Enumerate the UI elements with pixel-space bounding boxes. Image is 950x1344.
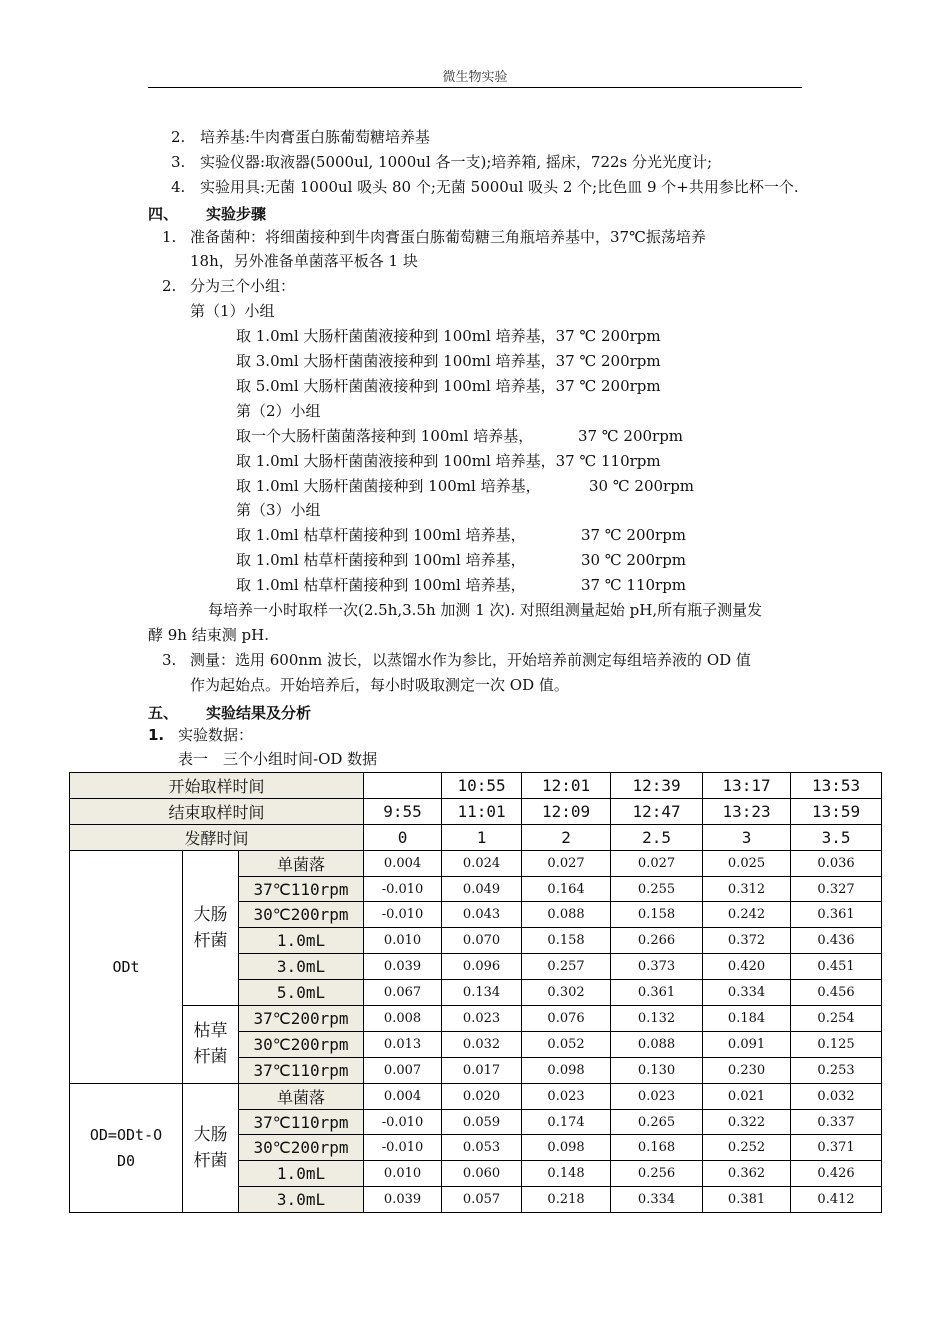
od-value: 0.020 [442,1083,522,1109]
od-value: 0.456 [791,980,882,1006]
ferm-time-label: 发酵时间 [70,824,364,850]
start-time-cell: 13:53 [791,773,882,799]
step-text: 分为三个小组： [190,277,296,295]
table-row [70,850,882,876]
od-value: 0.023 [442,1006,522,1032]
condition-label: 1.0mL [239,928,364,954]
od-value: 0.252 [703,1135,791,1161]
od-value: -0.010 [364,1109,442,1135]
od-value: 0.334 [703,980,791,1006]
od-value: 0.253 [791,1057,882,1083]
table-row [70,1006,882,1032]
end-time-cell: 12:47 [611,798,703,824]
group-line: 取 5.0ml 大肠杆菌菌液接种到 100ml 培养基，37 ℃ 200rpm [236,377,661,395]
ferm-time-cell: 0 [364,824,442,850]
group-label: ODt [70,850,183,1083]
start-time-label: 开始取样时间 [70,773,364,799]
od-value: 0.070 [442,928,522,954]
od-value: 0.420 [703,954,791,980]
od-value: 0.130 [611,1057,703,1083]
od-value: 0.010 [364,1161,442,1187]
table-row [70,1083,882,1109]
od-value: 0.098 [522,1057,611,1083]
od-value: 0.004 [364,1083,442,1109]
group-line-cond: 37 ℃ 200rpm [581,526,687,544]
group-line: 取 1.0ml 大肠杆菌菌液接种到 100ml 培养基，37 ℃ 200rpm [236,327,661,345]
od-value: 0.008 [364,1006,442,1032]
od-value: 0.025 [703,850,791,876]
od-value: 0.218 [522,1187,611,1213]
ferm-time-cell: 3 [703,824,791,850]
condition-label: 单菌落 [239,850,364,876]
table-row [70,824,882,850]
od-value: 0.254 [791,1006,882,1032]
od-value: 0.032 [442,1031,522,1057]
od-value: 0.327 [791,876,882,902]
od-value: 0.067 [364,980,442,1006]
condition-label: 37℃110rpm [239,876,364,902]
condition-label: 30℃200rpm [239,1031,364,1057]
od-value: 0.361 [791,902,882,928]
condition-label: 1.0mL [239,1161,364,1187]
material-num: 3. [171,153,186,171]
condition-label: 37℃110rpm [239,1057,364,1083]
start-time-cell: 10:55 [442,773,522,799]
od-value: 0.039 [364,1187,442,1213]
od-value: 0.023 [522,1083,611,1109]
od-value: 0.088 [522,902,611,928]
group-line-cond: 30 ℃ 200rpm [589,477,695,495]
section-title: 实验结果及分析 [206,704,312,722]
od-value: 0.164 [522,876,611,902]
od-value: 0.362 [703,1161,791,1187]
organism-label: 大肠杆菌 [183,850,239,1005]
condition-label: 3.0mL [239,1187,364,1213]
od-value: 0.337 [791,1109,882,1135]
od-value: 0.052 [522,1031,611,1057]
od-value: 0.049 [442,876,522,902]
od-value: 0.372 [703,928,791,954]
section-number: 四、 [148,205,179,223]
od-value: 0.032 [791,1083,882,1109]
end-time-cell: 12:09 [522,798,611,824]
od-value: 0.174 [522,1109,611,1135]
material-text: 培养基:牛肉膏蛋白胨葡萄糖培养基 [200,128,431,146]
step-text: 作为起始点。开始培养后，每小时吸取测定一次 OD 值。 [190,676,569,694]
od-value: -0.010 [364,1135,442,1161]
end-time-cell: 11:01 [442,798,522,824]
od-value: 0.426 [791,1161,882,1187]
od-value: 0.266 [611,928,703,954]
condition-label: 37℃110rpm [239,1109,364,1135]
od-value: 0.255 [611,876,703,902]
condition-label: 37℃200rpm [239,1006,364,1032]
table-caption: 表一 三个小组时间-OD 数据 [178,750,378,768]
group-line: 取 1.0ml 枯草杆菌接种到 100ml 培养基， [236,576,526,594]
step-num: 2. [162,277,177,295]
end-time-label: 结束取样时间 [70,798,364,824]
od-value: 0.024 [442,850,522,876]
od-value: 0.158 [611,902,703,928]
od-value: 0.412 [791,1187,882,1213]
od-value: 0.371 [791,1135,882,1161]
page-header: 微生物实验 [442,70,508,85]
od-value: 0.451 [791,954,882,980]
condition-label: 3.0mL [239,954,364,980]
od-value: 0.091 [703,1031,791,1057]
od-data-table [69,772,882,1213]
od-value: 0.057 [442,1187,522,1213]
od-value: 0.013 [364,1031,442,1057]
od-value: 0.381 [703,1187,791,1213]
od-value: 0.256 [611,1161,703,1187]
group-title: 第（3）小组 [236,501,321,519]
note-text: 酵 9h 结束测 pH. [148,626,269,644]
od-value: 0.334 [611,1187,703,1213]
header-rule [148,87,802,88]
od-value: 0.088 [611,1031,703,1057]
od-value: 0.027 [522,850,611,876]
od-value: 0.158 [522,928,611,954]
start-time-cell: 12:39 [611,773,703,799]
od-value: 0.312 [703,876,791,902]
od-value: 0.023 [611,1083,703,1109]
od-value: 0.010 [364,928,442,954]
od-value: 0.059 [442,1109,522,1135]
step-num: 3. [162,651,177,669]
organism-label: 枯草杆菌 [183,1006,239,1084]
table-row [70,773,882,799]
od-value: 0.168 [611,1135,703,1161]
od-value: 0.027 [611,850,703,876]
od-value: 0.257 [522,954,611,980]
od-value: 0.007 [364,1057,442,1083]
od-value: 0.004 [364,850,442,876]
group-line: 取 1.0ml 枯草杆菌接种到 100ml 培养基， [236,526,526,544]
condition-label: 5.0mL [239,980,364,1006]
ferm-time-cell: 2.5 [611,824,703,850]
end-time-cell: 13:59 [791,798,882,824]
group-line: 取 1.0ml 大肠杆菌菌液接种到 100ml 培养基，37 ℃ 110rpm [236,452,661,470]
condition-label: 30℃200rpm [239,1135,364,1161]
group-line: 取 1.0ml 大肠杆菌菌接种到 100ml 培养基， [236,477,541,495]
table-body [70,773,882,1213]
od-value: 0.373 [611,954,703,980]
od-value: 0.361 [611,980,703,1006]
od-value: 0.076 [522,1006,611,1032]
step-text: 18h，另外准备单菌落平板各 1 块 [190,252,418,270]
od-value: 0.039 [364,954,442,980]
step-text: 测量：选用 600nm 波长，以蒸馏水作为参比，开始培养前测定每组培养液的 OD 值 [190,651,751,669]
od-value: 0.060 [442,1161,522,1187]
od-value: 0.148 [522,1161,611,1187]
group-line: 取 1.0ml 枯草杆菌接种到 100ml 培养基， [236,551,526,569]
result-text: 实验数据： [178,726,254,744]
group-title: 第（1）小组 [190,302,275,320]
od-value: -0.010 [364,876,442,902]
organism-label: 大肠杆菌 [183,1083,239,1212]
end-time-cell: 13:23 [703,798,791,824]
start-time-cell: 13:17 [703,773,791,799]
note-text: 每培养一小时取样一次(2.5h,3.5h 加测 1 次). 对照组测量起始 pH,所有瓶子测量发 [208,601,763,619]
od-value: 0.132 [611,1006,703,1032]
group-line-cond: 37 ℃ 110rpm [581,576,687,594]
od-value: 0.125 [791,1031,882,1057]
od-value: 0.017 [442,1057,522,1083]
od-value: 0.053 [442,1135,522,1161]
group-line: 取 3.0ml 大肠杆菌菌液接种到 100ml 培养基，37 ℃ 200rpm [236,352,661,370]
step-text: 准备菌种：将细菌接种到牛肉膏蛋白胨葡萄糖三角瓶培养基中，37℃振荡培养 [190,228,706,246]
od-value: 0.242 [703,902,791,928]
od-value: 0.096 [442,954,522,980]
od-value: 0.021 [703,1083,791,1109]
group-line-cond: 30 ℃ 200rpm [581,551,687,569]
ferm-time-cell: 2 [522,824,611,850]
section-number: 五、 [148,704,179,722]
od-value: 0.098 [522,1135,611,1161]
table-row [70,798,882,824]
od-value: 0.265 [611,1109,703,1135]
group-line: 取一个大肠杆菌菌落接种到 100ml 培养基， [236,427,534,445]
condition-label: 单菌落 [239,1083,364,1109]
material-text: 实验仪器:取液器(5000ul, 1000ul 各一支);培养箱, 摇床，722s 分光光度计; [200,153,713,171]
od-value: 0.436 [791,928,882,954]
step-num: 1. [162,228,177,246]
od-value: 0.043 [442,902,522,928]
material-num: 4. [171,178,186,196]
group-line-cond: 37 ℃ 200rpm [578,427,684,445]
od-value: 0.184 [703,1006,791,1032]
od-value: 0.322 [703,1109,791,1135]
result-num: 1. [148,726,165,744]
material-text: 实验用具:无菌 1000ul 吸头 80 个;无菌 5000ul 吸头 2 个;比色皿 9 个+共用参比杯一个. [200,178,799,196]
od-value: 0.230 [703,1057,791,1083]
end-time-cell: 9:55 [364,798,442,824]
od-value: 0.134 [442,980,522,1006]
condition-label: 30℃200rpm [239,902,364,928]
ferm-time-cell: 1 [442,824,522,850]
material-num: 2. [171,128,186,146]
section-title: 实验步骤 [206,205,267,223]
ferm-time-cell: 3.5 [791,824,882,850]
od-value: 0.036 [791,850,882,876]
start-time-cell [364,773,442,799]
od-value: 0.302 [522,980,611,1006]
group-label: OD=ODt-OD0 [70,1083,183,1212]
start-time-cell: 12:01 [522,773,611,799]
group-title: 第（2）小组 [236,402,321,420]
od-value: -0.010 [364,902,442,928]
